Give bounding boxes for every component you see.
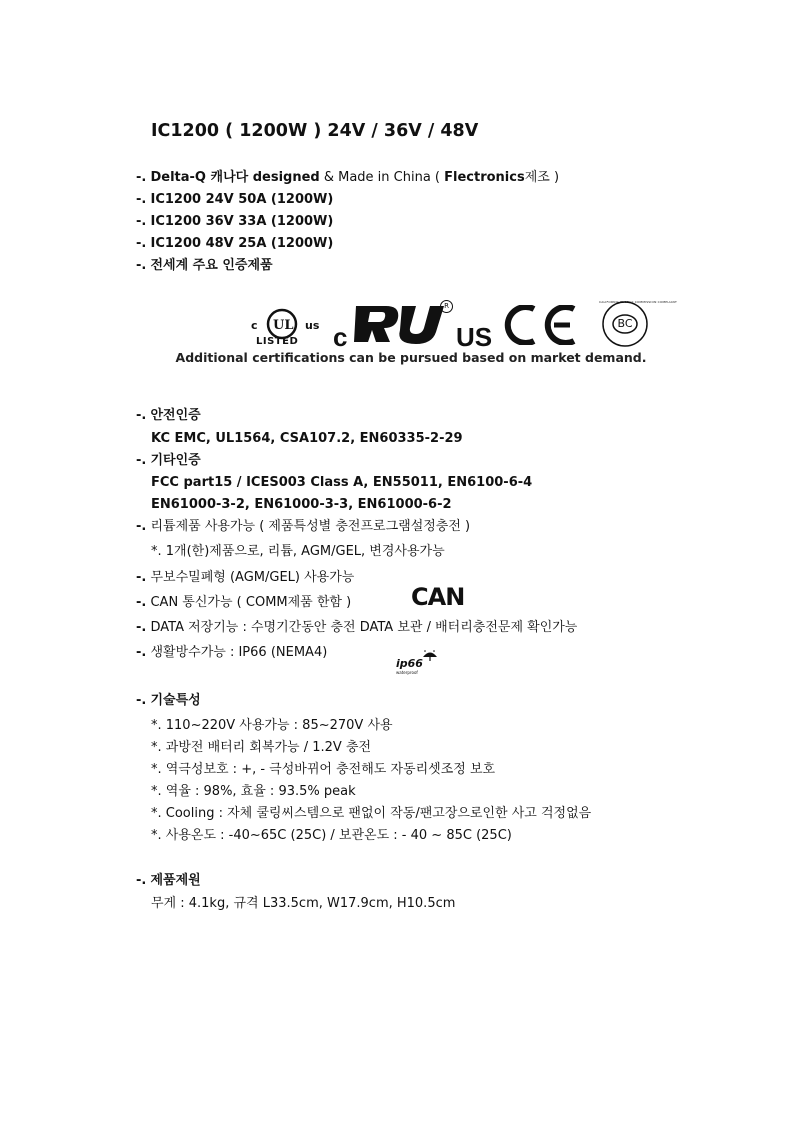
can-logo: CAN <box>411 583 465 611</box>
tech-heading: -. 기술특성 <box>136 693 201 708</box>
certification-logos: c UL us LISTED c R US BC CALIFORNIA ENERGY COMMISSION COMPLIANT Additional certifications can be pursued based on market demand. <box>168 298 654 370</box>
ce-mark-icon <box>498 305 580 345</box>
tech-item: *. 과방전 배터리 회복가능 / 1.2V 충전 <box>151 740 372 755</box>
feature-waterproof: -. 생활방수가능 : IP66 (NEMA4) <box>136 645 328 660</box>
tech-item: *. 역율 : 98%, 효율 : 93.5% peak <box>151 784 356 799</box>
model-line: -. IC1200 36V 33A (1200W) <box>136 214 334 229</box>
feature-lithium: -. 리튬제품 사용가능 ( 제품특성별 충전프로그램설정충전 ) <box>136 519 471 534</box>
feature-data: -. DATA 저장기능 : 수명기간동안 충전 DATA 보관 / 배터리충전문제 확인가능 <box>136 620 578 635</box>
tech-item: *. 사용온도 : -40~65C (25C) / 보관온도 : - 40 ~ 85C (25C) <box>151 828 512 843</box>
svg-text:UL: UL <box>273 318 294 333</box>
maker-text: Flectronics <box>444 170 525 185</box>
ur-mark-icon <box>348 302 454 346</box>
page-title: IC1200 ( 1200W ) 24V / 36V / 48V <box>151 121 479 141</box>
safety-standards: KC EMC, UL1564, CSA107.2, EN60335-2-29 <box>151 431 463 446</box>
model-line: -. IC1200 24V 50A (1200W) <box>136 192 334 207</box>
tech-item: *. 110~220V 사용가능 : 85~270V 사용 <box>151 718 393 733</box>
other-standards: EN61000-3-2, EN61000-3-3, EN61000-6-2 <box>151 497 452 512</box>
brand-text: Delta-Q 캐나다 designed <box>150 170 320 185</box>
other-standards: FCC part15 / ICES003 Class A, EN55011, EN6100-6-4 <box>151 475 533 490</box>
feature-agm: -. 무보수밀폐형 (AGM/GEL) 사용가능 <box>136 570 355 585</box>
origin-line: -. Delta-Q 캐나다 designed & Made in China ( Flectronics제조 ) <box>136 170 560 185</box>
other-cert-heading: -. 기타인증 <box>136 453 201 468</box>
spec-heading: -. 제품제원 <box>136 873 201 888</box>
model-line: -. IC1200 48V 25A (1200W) <box>136 236 334 251</box>
registered-icon: R <box>440 300 453 313</box>
feature-lithium-sub: *. 1개(한)제품으로, 리튬, AGM/GEL, 변경사용가능 <box>151 544 445 559</box>
certification-caption: Additional certifications can be pursued based on market demand. <box>175 350 647 365</box>
spec-line: 무게 : 4.1kg, 규격 L33.5cm, W17.9cm, H10.5cm <box>151 896 456 911</box>
feature-can: -. CAN 통신가능 ( COMM제품 한함 ) <box>136 595 352 610</box>
umbrella-icon <box>422 650 438 662</box>
bc-energy-logo: BC CALIFORNIA ENERGY COMMISSION COMPLIANT <box>596 300 654 348</box>
ip66-logo: ip66 waterproof <box>392 650 440 680</box>
safety-heading: -. 안전인증 <box>136 408 201 423</box>
cert-heading: -. 전세계 주요 인증제품 <box>136 258 273 273</box>
tech-item: *. 역극성보호 : +, - 극성바뀌어 충전해도 자동리셋조정 보호 <box>151 762 496 777</box>
tech-item: *. Cooling : 자체 쿨링씨스템으로 팬없이 작동/팬고장으로인한 사고 걱정없음 <box>151 806 592 821</box>
